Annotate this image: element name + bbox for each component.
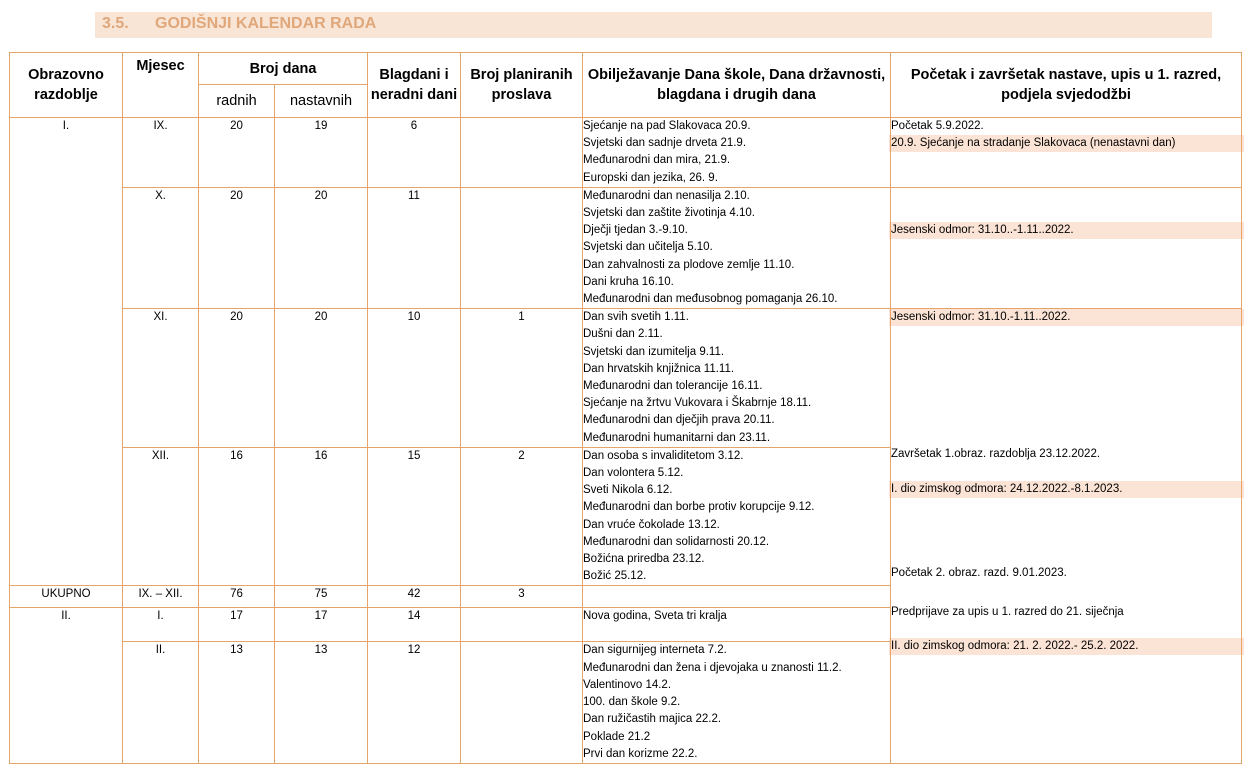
- observances-cell: [583, 586, 891, 608]
- holidays-cell: 42: [368, 586, 461, 608]
- event-item: Sveti Nikola 6.12.: [583, 484, 673, 497]
- event-item: Međunarodni dan mira, 21.9.: [583, 154, 731, 167]
- header-holidays: Blagdani i neradni dani: [368, 53, 461, 118]
- event-item: Sjećanje na pad Slakovaca 20.9.: [583, 120, 751, 132]
- schedule-cell: [891, 118, 1242, 188]
- observances-cell: [583, 447, 891, 586]
- event-item: Dan svih svetih 1.11.: [583, 311, 689, 324]
- teaching-days-cell: 17: [275, 608, 368, 642]
- header-celebrations: Broj planiranih proslava: [461, 53, 583, 118]
- working-days-cell: 17: [199, 608, 275, 642]
- event-item: Dan ružičastih majica 22.2.: [583, 713, 722, 726]
- annual-calendar-table: [9, 52, 1242, 764]
- event-item: Međunarodni dan žena i djevojaka u znanosti 11.2.: [583, 661, 842, 674]
- section-number: 3.5.: [102, 15, 129, 32]
- schedule-cell: [891, 309, 1242, 764]
- holidays-cell: 6: [368, 118, 461, 188]
- header-days: Broj dana: [199, 53, 368, 85]
- holidays-cell: 14: [368, 608, 461, 642]
- holidays-cell: 10: [368, 309, 461, 448]
- header-observances: Obilježavanje Dana škole, Dana državnosti, blagdana i drugih dana: [583, 53, 891, 118]
- event-item: Dušni dan 2.11.: [583, 328, 663, 341]
- event-item: Prvi dan korizme 22.2.: [583, 747, 698, 760]
- teaching-days-cell: 20: [275, 309, 368, 448]
- celebrations-cell: [461, 608, 583, 642]
- section-title: GODIŠNJI KALENDAR RADA: [155, 15, 377, 32]
- working-days-cell: 76: [199, 586, 275, 608]
- observances-cell: [583, 187, 891, 308]
- celebrations-cell: 3: [461, 586, 583, 608]
- event-item: Svjetski dan sadnje drveta 21.9.: [583, 137, 747, 150]
- observances-cell: [583, 642, 891, 764]
- schedule-note-highlight: Jesenski odmor: 31.10.-1.11..2022.: [889, 309, 1244, 326]
- event-item: Međunarodni dan međusobnog pomaganja 26.10.: [583, 293, 838, 306]
- teaching-days-cell: 16: [275, 447, 368, 586]
- celebrations-cell: [461, 187, 583, 308]
- event-item: Međunarodni humanitarni dan 23.11.: [583, 431, 771, 444]
- holidays-cell: 15: [368, 447, 461, 586]
- event-item: Svjetski dan izumitelja 9.11.: [583, 345, 725, 358]
- event-item: Dan sigurnijeg interneta 7.2.: [583, 644, 727, 657]
- celebrations-cell: [461, 118, 583, 188]
- period-cell: I.: [10, 118, 123, 586]
- header-month: Mjesec: [123, 53, 199, 118]
- event-item: Europski dan jezika, 26. 9.: [583, 171, 718, 184]
- working-days-cell: 20: [199, 118, 275, 188]
- period-cell: II.: [10, 608, 123, 764]
- table-row: [10, 118, 1242, 188]
- schedule-cell: [891, 187, 1242, 308]
- working-days-cell: 16: [199, 447, 275, 586]
- month-cell: II.: [123, 642, 199, 764]
- teaching-days-cell: 20: [275, 187, 368, 308]
- period-cell: UKUPNO: [10, 586, 123, 608]
- working-days-cell: 13: [199, 642, 275, 764]
- teaching-days-cell: 75: [275, 586, 368, 608]
- event-item: Dan hrvatskih knjižnica 11.11.: [583, 362, 735, 375]
- schedule-note-highlight: 20.9. Sjećanje na stradanje Slakovaca (nenastavni dan): [889, 135, 1244, 152]
- event-item: Međunarodni dan dječjih prava 20.11.: [583, 414, 775, 427]
- event-item: Međunarodni dan solidarnosti 20.12.: [583, 535, 770, 548]
- table-row: [10, 187, 1242, 308]
- celebrations-cell: 2: [461, 447, 583, 586]
- holidays-cell: 12: [368, 642, 461, 764]
- month-cell: IX.: [123, 118, 199, 188]
- holidays-cell: 11: [368, 187, 461, 308]
- teaching-days-cell: 19: [275, 118, 368, 188]
- schedule-note: Završetak 1.obraz. razdoblja 23.12.2022.: [891, 448, 1101, 461]
- header-schedule: Početak i završetak nastave, upis u 1. razred, podjela svjedodžbi: [891, 53, 1242, 118]
- table-row: [10, 309, 1242, 448]
- event-item: Dan zahvalnosti za plodove zemlje 11.10.: [583, 258, 795, 271]
- event-item: 100. dan škole 9.2.: [583, 696, 681, 709]
- event-item: Poklade 21.2: [583, 730, 651, 743]
- schedule-note-highlight: II. dio zimskog odmora: 21. 2. 2022.- 25.2. 2022.: [889, 638, 1244, 655]
- event-item: Božić 25.12.: [583, 570, 647, 583]
- event-item: Svjetski dan zaštite životinja 4.10.: [583, 207, 755, 220]
- month-cell: XII.: [123, 447, 199, 586]
- event-item: Dani kruha 16.10.: [583, 275, 674, 288]
- celebrations-cell: [461, 642, 583, 764]
- schedule-note: Početak 5.9.2022.: [891, 120, 984, 132]
- event-item: Valentinovo 14.2.: [583, 678, 672, 691]
- event-item: Međunarodni dan nenasilja 2.10.: [583, 189, 750, 202]
- month-cell: XI.: [123, 309, 199, 448]
- celebrations-cell: 1: [461, 309, 583, 448]
- observances-cell: [583, 118, 891, 188]
- event-item: Sjećanje na žrtvu Vukovara i Škabrnje 18.11.: [583, 397, 812, 410]
- event-item: Međunarodni dan tolerancije 16.11.: [583, 380, 763, 393]
- working-days-cell: 20: [199, 309, 275, 448]
- event-item: Međunarodni dan borbe protiv korupcije 9.12.: [583, 501, 815, 514]
- teaching-days-cell: 13: [275, 642, 368, 764]
- event-item: Dan osoba s invaliditetom 3.12.: [583, 449, 744, 462]
- schedule-note: Predprijave za upis u 1. razred do 21. siječnja: [891, 606, 1124, 619]
- schedule-note-highlight: I. dio zimskog odmora: 24.12.2022.-8.1.2023.: [889, 481, 1244, 498]
- observances-cell: [583, 608, 891, 642]
- working-days-cell: 20: [199, 187, 275, 308]
- header-working-days: radnih: [199, 85, 275, 118]
- section-heading: [95, 12, 1212, 38]
- month-cell: IX. – XII.: [123, 586, 199, 608]
- header-period: Obrazovno razdoblje: [10, 53, 123, 118]
- event-item: Nova godina, Sveta tri kralja: [583, 610, 727, 623]
- event-item: Dan volontera 5.12.: [583, 467, 684, 480]
- month-cell: I.: [123, 608, 199, 642]
- month-cell: X.: [123, 187, 199, 308]
- schedule-note-highlight: Jesenski odmor: 31.10..-1.11..2022.: [889, 222, 1244, 239]
- event-item: Svjetski dan učitelja 5.10.: [583, 241, 713, 254]
- event-item: Božićna priredba 23.12.: [583, 553, 705, 566]
- event-item: Dječji tjedan 3.-9.10.: [583, 224, 688, 237]
- header-teaching-days: nastavnih: [275, 85, 368, 118]
- event-item: Dan vruće čokolade 13.12.: [583, 518, 720, 531]
- observances-cell: [583, 309, 891, 448]
- schedule-note: Početak 2. obraz. razd. 9.01.2023.: [891, 566, 1067, 579]
